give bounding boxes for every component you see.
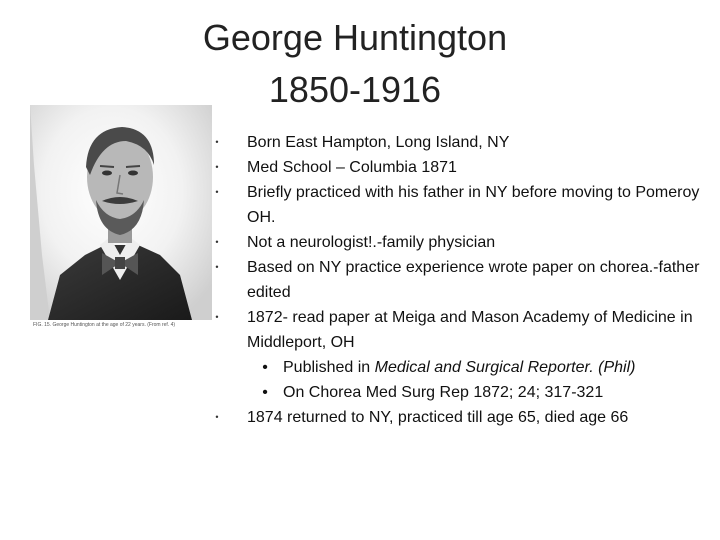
sub-bullet-item [212, 380, 712, 405]
bullet-item [212, 255, 712, 305]
sub-bullet-journal: Medical and Surgical Reporter. (Phil) [374, 359, 636, 376]
sub-bullet-dot-icon: • [262, 359, 268, 376]
bullet-text: Not a neurologist!.-family physician [247, 234, 496, 251]
title-name: George Huntington [202, 17, 508, 58]
bullet-text: Based on NY practice experience wrote paper on chorea.-father edited [247, 259, 700, 301]
bullet-dot-icon: • [215, 162, 219, 172]
bullet-item [212, 405, 712, 430]
bullet-text: Briefly practiced with his father in NY before moving to Pomeroy OH. [247, 184, 700, 226]
sub-bullet-dot-icon: • [262, 384, 268, 401]
bullet-item [212, 305, 712, 355]
sub-bullet-item [212, 355, 712, 380]
bullet-text: 1874 returned to NY, practiced till age 65, died age 66 [247, 409, 629, 426]
bullet-dot-icon: • [215, 237, 219, 247]
bullet-item [212, 130, 712, 155]
bullet-item [212, 230, 712, 255]
bullet-text: Born East Hampton, Long Island, NY [247, 134, 510, 151]
portrait-photo [30, 105, 212, 337]
bullet-dot-icon: • [215, 137, 219, 147]
title-years: 1850-1916 [268, 69, 442, 110]
bullet-item [212, 155, 712, 180]
bullet-text: Med School – Columbia 1871 [247, 159, 457, 176]
bullet-text: 1872- read paper at Meiga and Mason Academy of Medicine in Middleport, OH [247, 309, 693, 351]
bullet-item [212, 180, 712, 230]
sub-bullet-text: On Chorea Med Surg Rep 1872; 24; 317-321 [283, 384, 604, 401]
sub-bullet-prefix: Published in [283, 359, 375, 376]
bullet-dot-icon: • [215, 312, 219, 322]
portrait-caption: FIG. 15. George Huntington at the age of 22 years. (From ref. 4) [33, 322, 176, 328]
bullet-dot-icon: • [215, 412, 219, 422]
bullet-dot-icon: • [215, 262, 219, 272]
bullet-list [212, 130, 712, 430]
bullet-dot-icon: • [215, 187, 219, 197]
slide-title [150, 12, 560, 116]
